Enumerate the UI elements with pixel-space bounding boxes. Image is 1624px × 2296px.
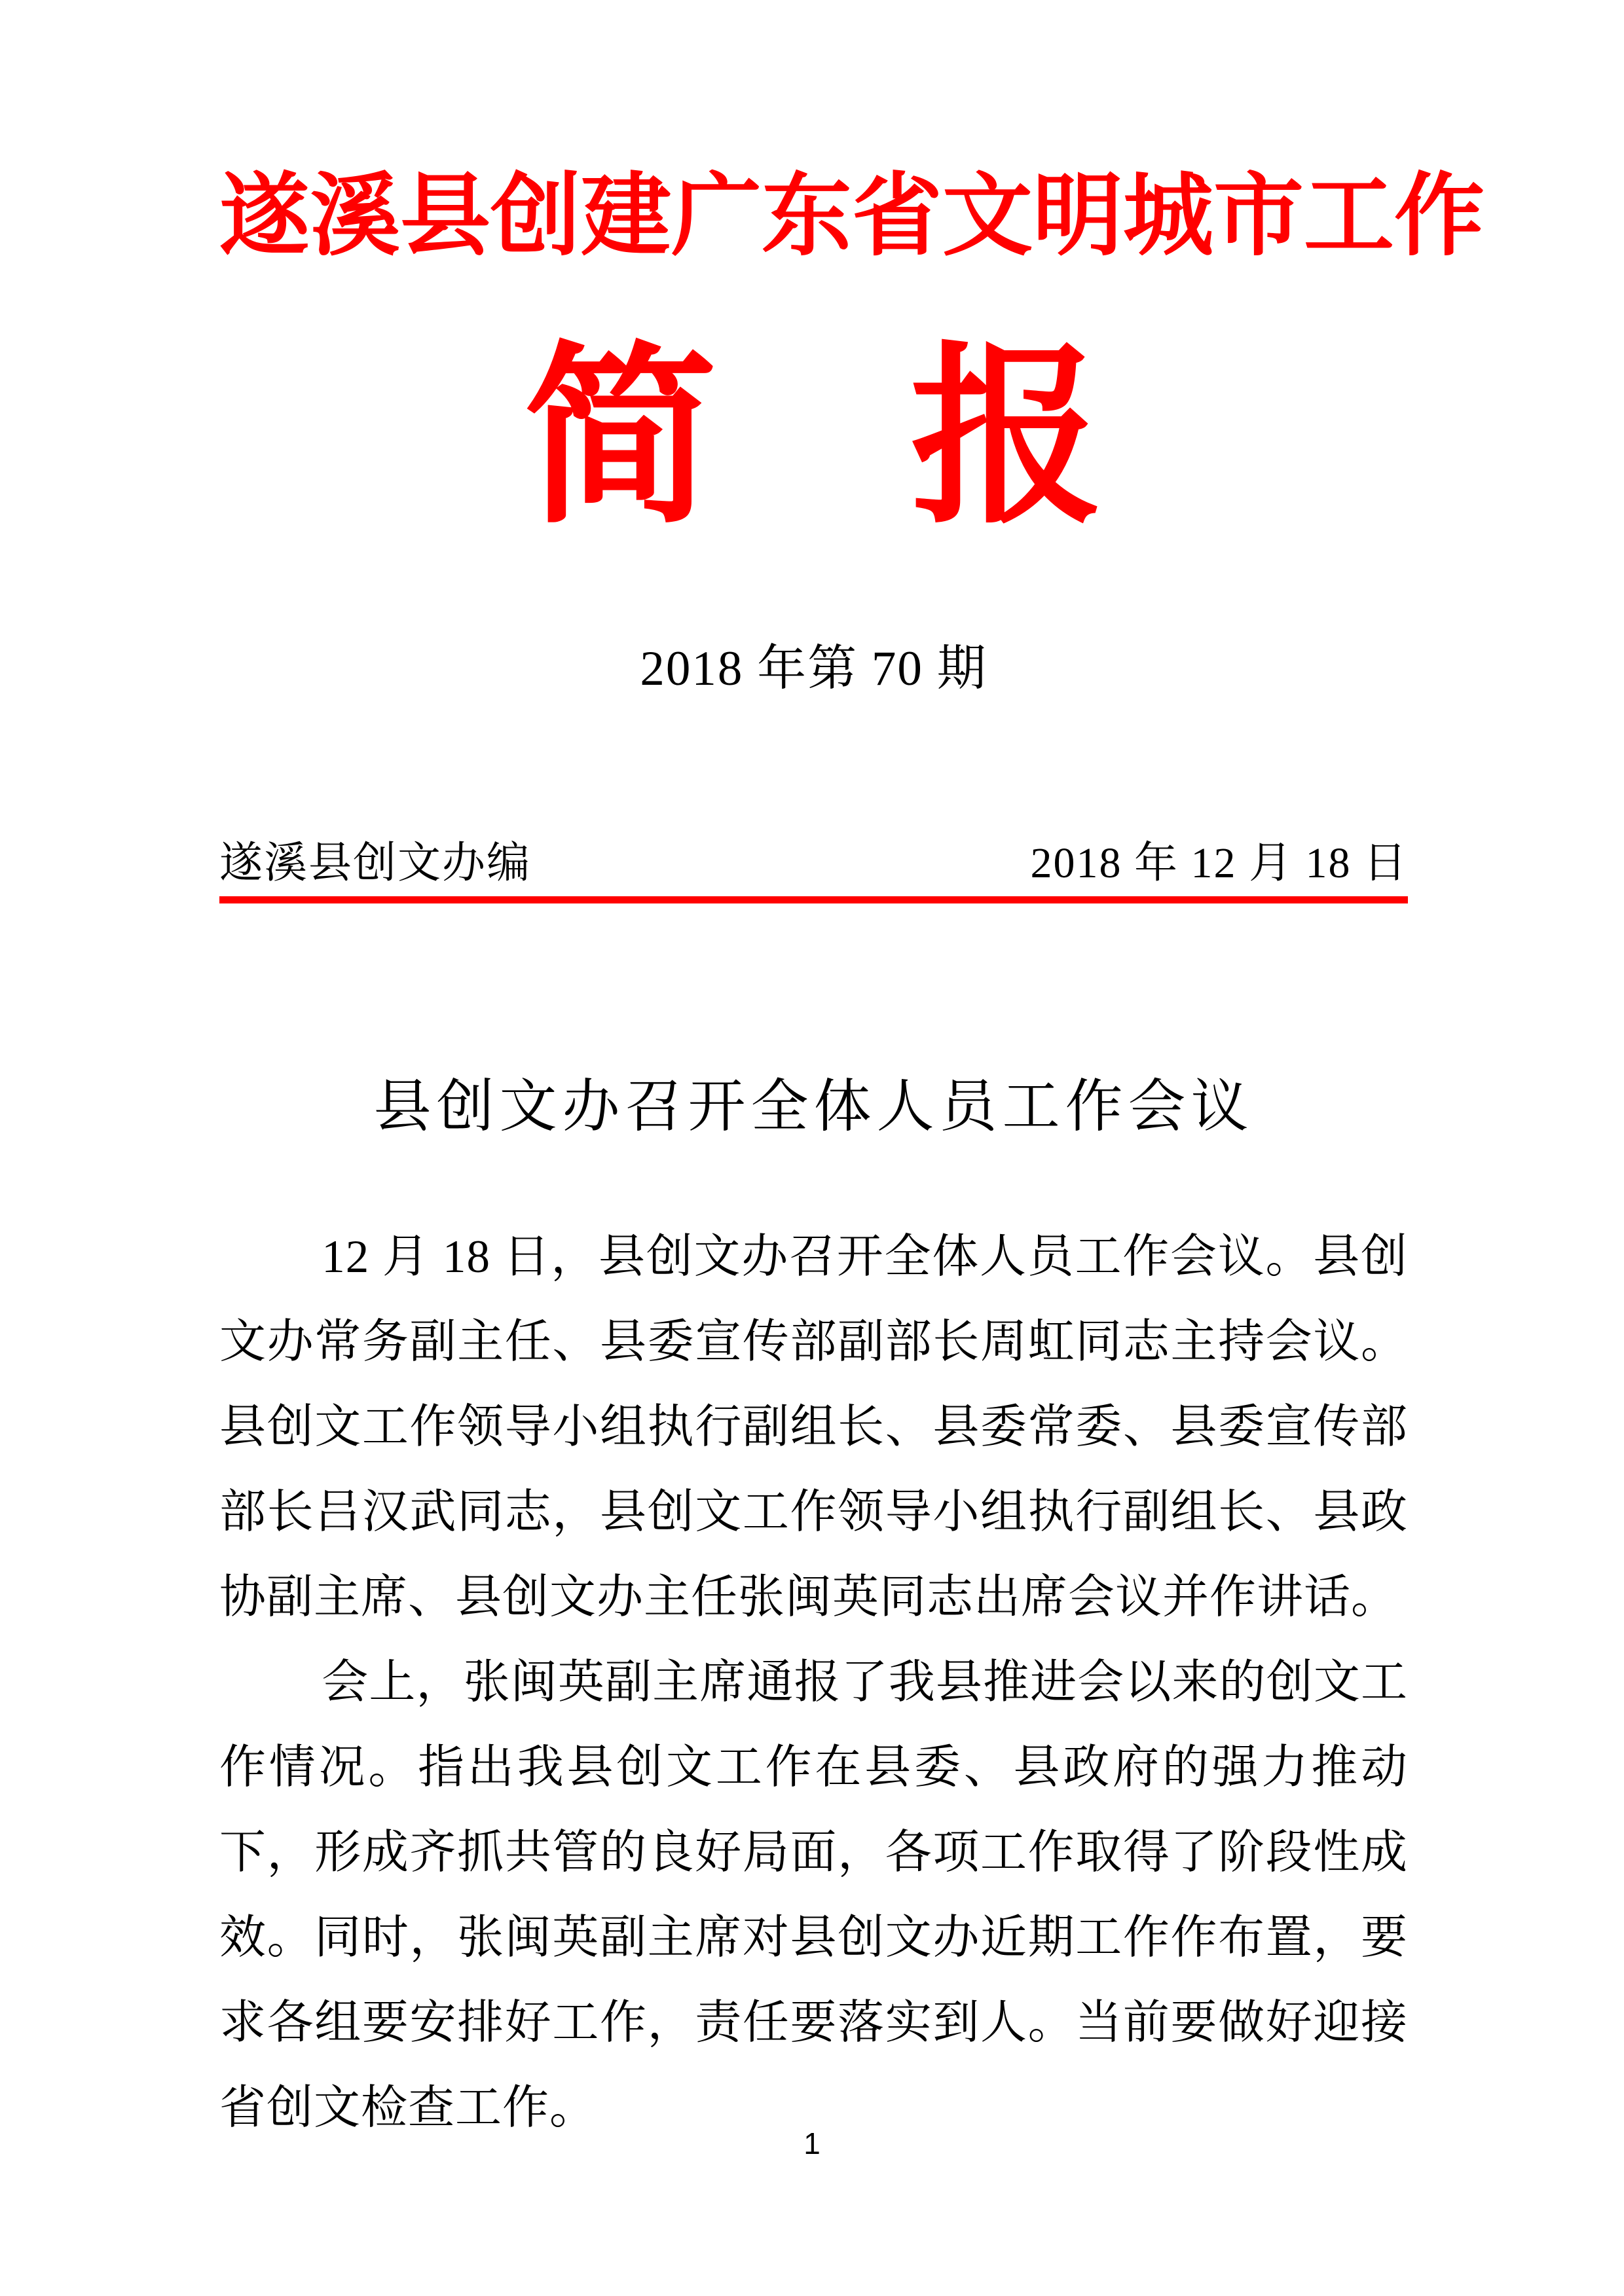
page-content — [0, 162, 1624, 2151]
masthead-title: 遂溪县创建广东省文明城市工作 — [219, 166, 1485, 266]
red-divider-rule — [219, 896, 1408, 903]
editor-credit: 遂溪县创文办编 — [219, 839, 531, 887]
issue-number: 2018 年第 70 期 — [640, 642, 987, 697]
issue-date: 2018 年 12 月 18 日 — [1030, 839, 1408, 887]
article-body — [219, 1214, 1408, 2151]
article-paragraph-2: 会上，张闽英副主席通报了我县推进会以来的创文工作情况。指出我县创文工作在县委、县政府的强力推动下，形成齐抓共管的良好局面，各项工作取得了阶段性成效。同时，张闽英副主席对县创文办近期工作作布置，要求各组要安排好工作，责任要落实到人。当前要做好迎接省创文检查工作。 — [219, 1656, 1408, 2134]
bulletin-banner: 简 报 — [524, 331, 1103, 546]
meta-row — [219, 835, 1408, 892]
article-title: 县创文办召开全体人员工作会议 — [373, 1076, 1254, 1140]
article-paragraph-1: 12 月 18 日，县创文办召开全体人员工作会议。县创文办常务副主任、县委宣传部副部长周虹同志主持会议。县创文工作领导小组执行副组长、县委常委、县委宣传部部长吕汉武同志，县创文工作领导小组执行副组长、县政协副主席、县创文办主任张闽英同志出席会议并作讲话。 — [219, 1231, 1408, 1623]
page-number: 1 — [803, 2126, 821, 2160]
